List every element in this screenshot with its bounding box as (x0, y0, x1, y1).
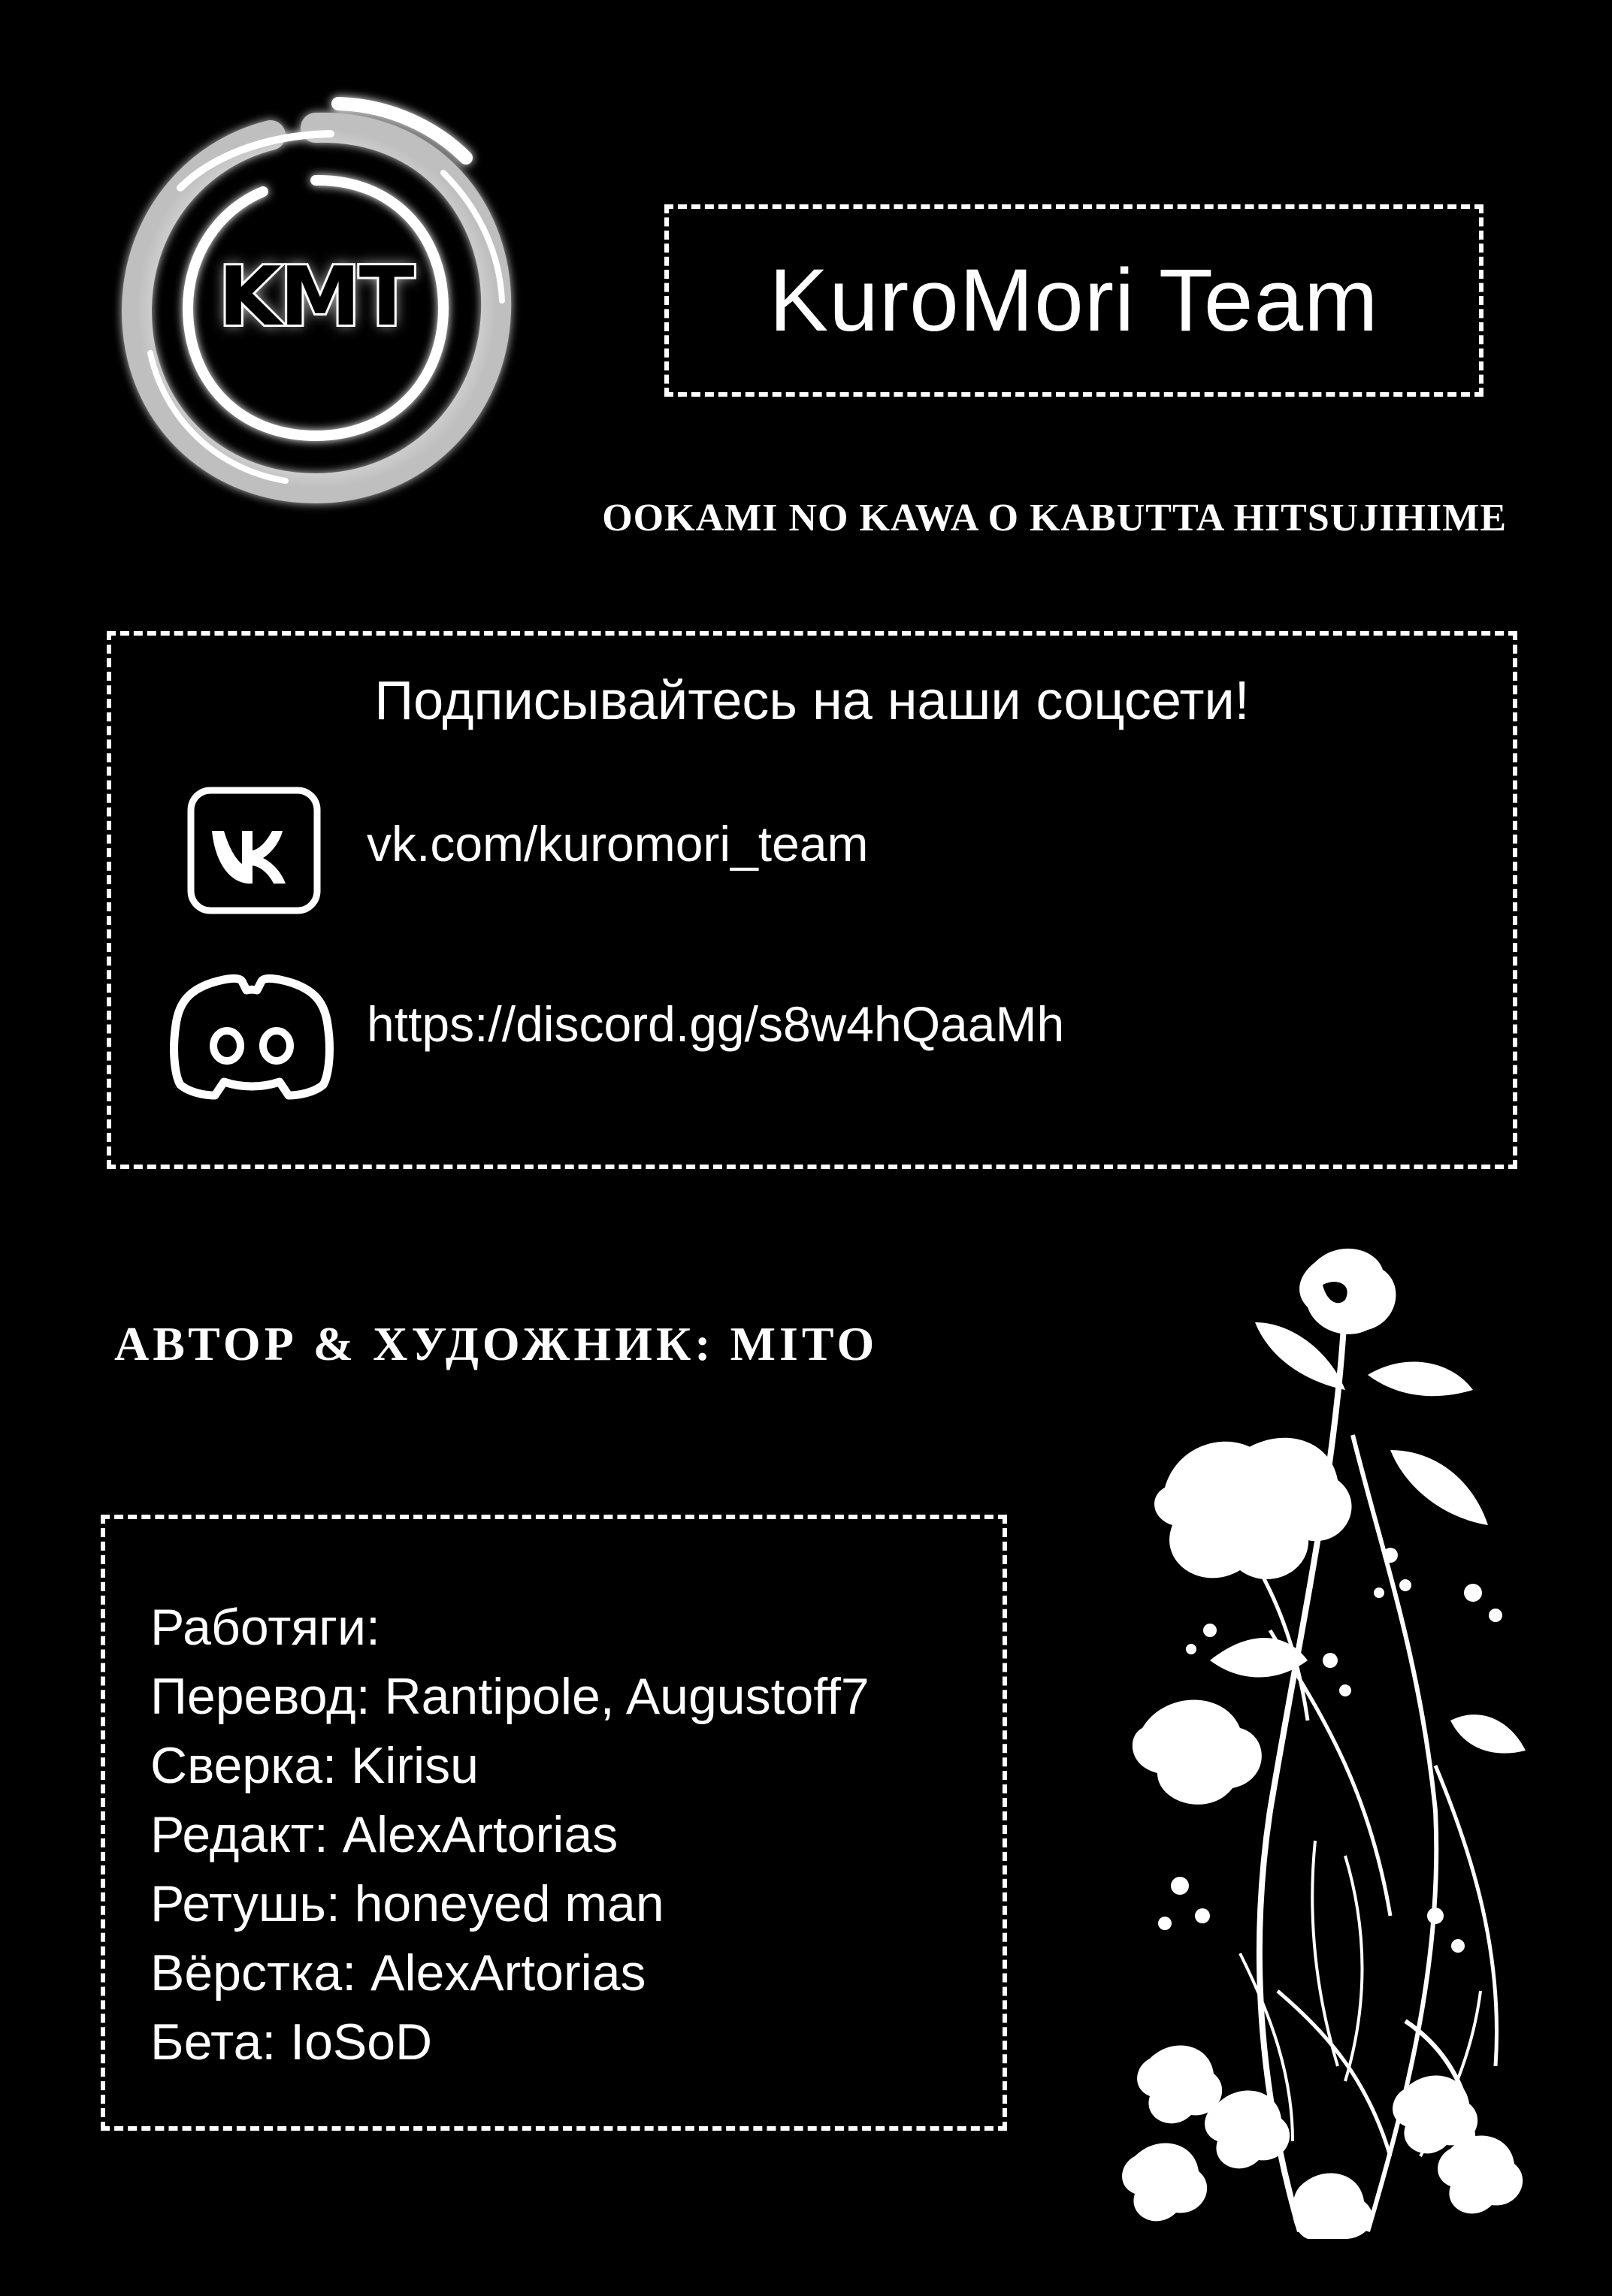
credit-proofreading: Сверка: Kirisu (150, 1737, 479, 1794)
team-name: KuroMori Team (769, 251, 1379, 350)
credit-beta: Бета: IoSoD (150, 2014, 433, 2071)
social-heading: Подписывайтесь на наши соцсети! (374, 671, 1250, 731)
author-line: АВТОР & ХУДОЖНИК: MITO (114, 1317, 879, 1370)
vk-link[interactable]: vk.com/kuromori_team (367, 816, 869, 872)
floral-decoration-icon (1120, 1240, 1541, 2246)
credit-retouch: Ретушь: honeyed man (150, 1875, 664, 1932)
credit-translation: Перевод: Rantipole, Augustoff7 (150, 1668, 870, 1725)
credits-list (150, 1593, 870, 2077)
credit-editing: Редакт: AlexArtorias (150, 1806, 618, 1863)
discord-icon (167, 972, 337, 1100)
credits-heading: Работяги: (150, 1599, 380, 1656)
discord-link[interactable]: https://discord.gg/s8w4hQaaMh (367, 996, 1065, 1052)
credit-typesetting: Вёрстка: AlexArtorias (150, 1944, 646, 2001)
vk-icon (186, 786, 322, 915)
series-title: OOKAMI NO KAWA O KABUTTA HITSUJIHIME (602, 497, 1507, 539)
logo-text: KMT (218, 249, 413, 344)
team-name-box (664, 204, 1483, 397)
